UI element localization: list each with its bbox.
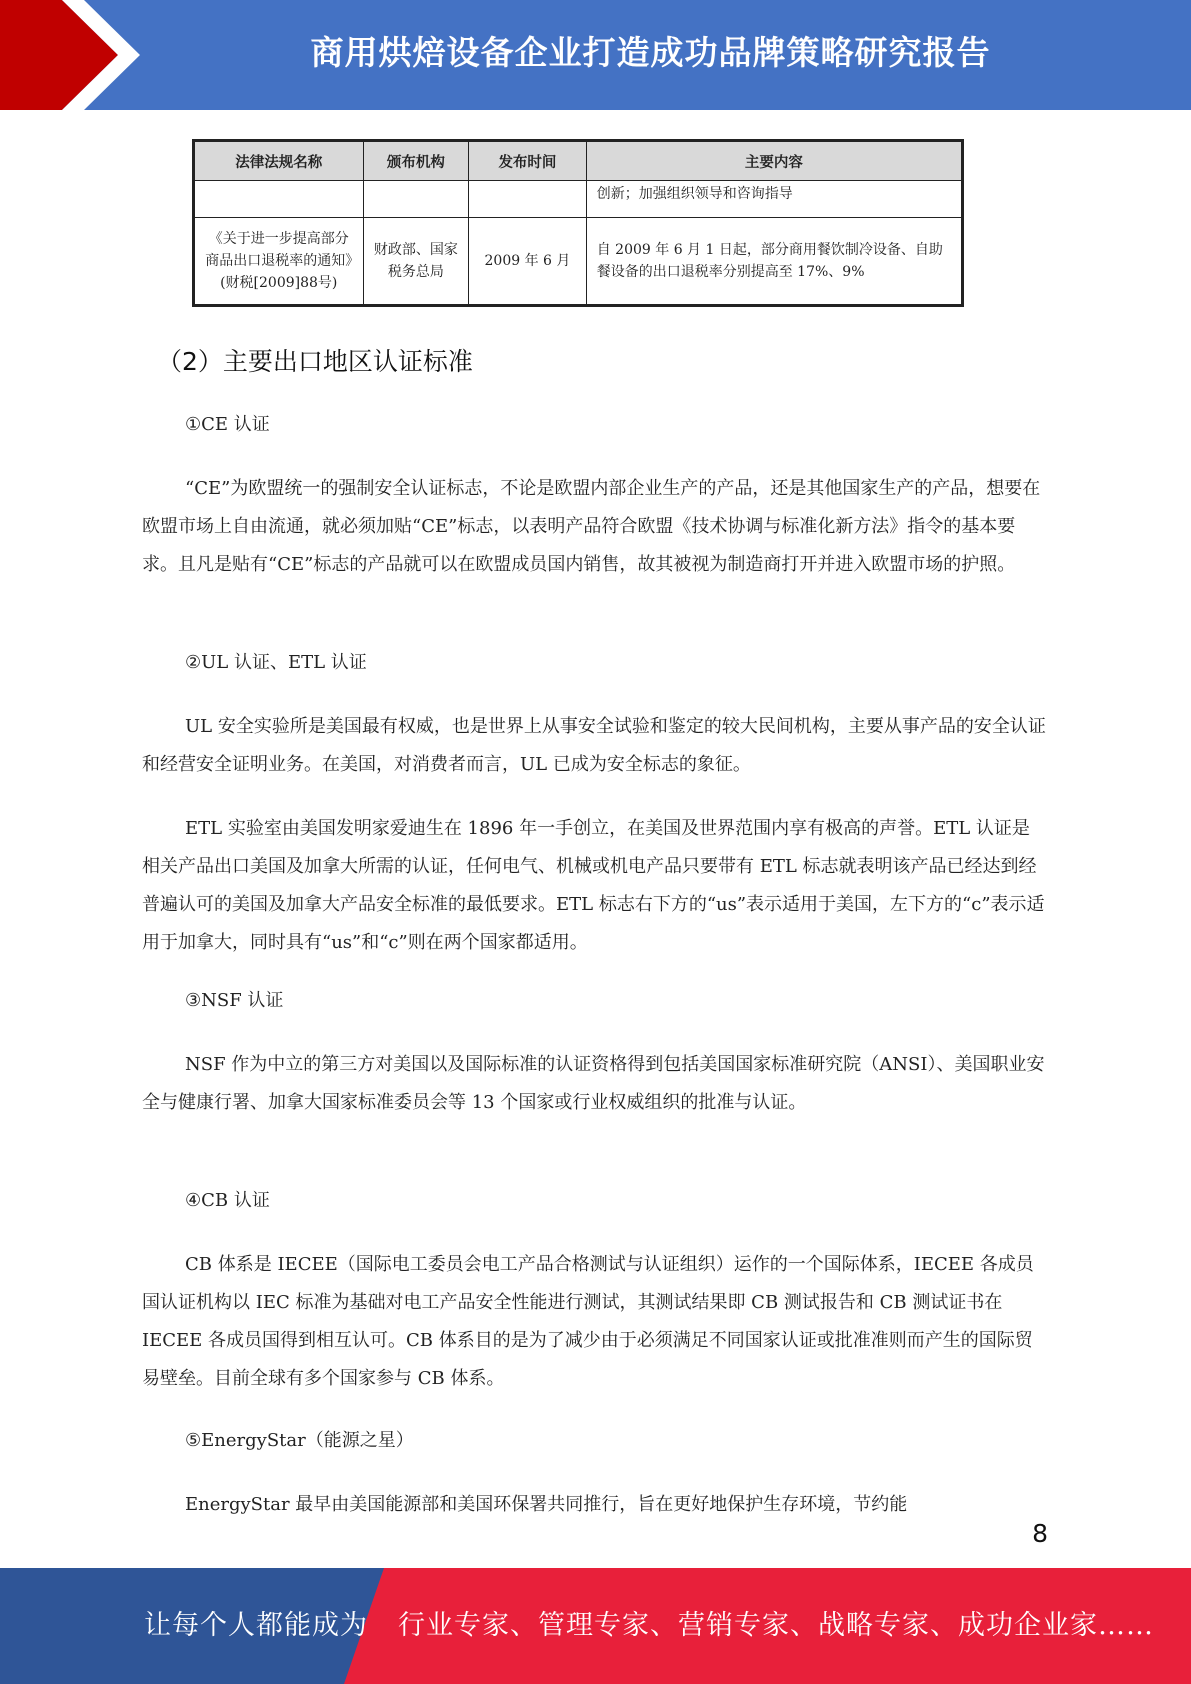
cb-paragraph: CB 体系是 IECEE（国际电工委员会电工产品合格测试与认证组织）运作的一个国际体系，IECEE 各成员国认证机构以 IEC 标准为基础对电工产品安全性能进行测试，其测试结果即 CB 测试报告和 CB 测试证书在 IECEE 各成员国得到相互认可。CB 体系目的是为了减少由于必须满足不同国家认证或批准准则而产生的国际贸易壁垒。目前全球有多个国家参与 CB 体系。: [142, 1254, 1034, 1389]
page-footer: [0, 1568, 1191, 1684]
ul-paragraph-block: [142, 708, 1047, 784]
col-header-content: 主要内容: [586, 141, 962, 181]
etl-paragraph: ETL 实验室由美国发明家爱迪生在 1896 年一手创立，在美国及世界范围内享有极高的声誉。ETL 认证是相关产品出口美国及加拿大所需的认证，任何电气、机械或机电产品只要带有 ETL 标志就表明该产品已经达到经普遍认可的美国及加拿大产品安全标准的最低要求。ETL 标志右下方的“us”表示适用于美国，左下方的“c”表示适用于加拿大，同时具有“us”和“c”则在两个国家都适用。: [142, 818, 1045, 953]
cell-name: [194, 181, 364, 218]
ce-heading: ①CE 认证: [185, 414, 270, 435]
page-header: [0, 0, 1191, 110]
energystar-paragraph-block: [142, 1486, 1047, 1524]
nsf-paragraph: NSF 作为中立的第三方对美国以及国际标准的认证资格得到包括美国国家标准研究院（ANSI）、美国职业安全与健康行署、加拿大国家标准委员会等 13 个国家或行业权威组织的批准与认证。: [142, 1054, 1045, 1113]
header-title: 商用烘焙设备企业打造成功品牌策略研究报告: [310, 33, 991, 72]
cb-paragraph-block: [142, 1246, 1047, 1398]
nsf-paragraph-block: [142, 1046, 1047, 1122]
ce-paragraph-block: [142, 470, 1047, 584]
footer-slogan-right: 行业专家、管理专家、营销专家、战略专家、成功企业家……: [398, 1610, 1154, 1641]
law-table: [192, 139, 964, 307]
col-header-agency: 颁布机构: [363, 141, 469, 181]
law-table-container: [192, 139, 964, 307]
col-header-date: 发布时间: [469, 141, 587, 181]
cell-date: 2009 年 6 月: [469, 218, 587, 306]
table-row: [194, 181, 963, 218]
cell-content: 创新；加强组织领导和咨询指导: [586, 181, 962, 218]
cell-content: 自 2009 年 6 月 1 日起，部分商用餐饮制冷设备、自助餐设备的出口退税率分别提高至 17%、9%: [586, 218, 962, 306]
col-header-name: 法律法规名称: [194, 141, 364, 181]
section-title: （2）主要出口地区认证标准: [157, 347, 473, 376]
energystar-paragraph: EnergyStar 最早由美国能源部和美国环保署共同推行，旨在更好地保护生存环境，节约能: [185, 1494, 908, 1515]
cell-agency: 财政部、国家税务总局: [363, 218, 469, 306]
cb-heading: ④CB 认证: [185, 1190, 270, 1211]
table-header-row: [194, 141, 963, 181]
energystar-heading: ⑤EnergyStar（能源之星）: [185, 1430, 414, 1451]
table-row: [194, 218, 963, 306]
ul-paragraph: UL 安全实验所是美国最有权威，也是世界上从事安全试验和鉴定的较大民间机构，主要从事产品的安全认证和经营安全证明业务。在美国，对消费者而言，UL 已成为安全标志的象征。: [142, 716, 1046, 775]
cell-date: [469, 181, 587, 218]
cell-name: 《关于进一步提高部分商品出口退税率的通知》(财税[2009]88号): [194, 218, 364, 306]
header-chevron-decoration: [0, 0, 150, 110]
page-number: 8: [1032, 1519, 1048, 1548]
footer-slogan-left: 让每个人都能成为: [144, 1610, 368, 1641]
ul-heading: ②UL 认证、ETL 认证: [185, 652, 367, 673]
cell-agency: [363, 181, 469, 218]
ce-paragraph: “CE”为欧盟统一的强制安全认证标志，不论是欧盟内部企业生产的产品，还是其他国家生产的产品，想要在欧盟市场上自由流通，就必须加贴“CE”标志，以表明产品符合欧盟《技术协调与标准化新方法》指令的基本要求。且凡是贴有“CE”标志的产品就可以在欧盟成员国内销售，故其被视为制造商打开并进入欧盟市场的护照。: [142, 478, 1041, 575]
nsf-heading: ③NSF 认证: [185, 990, 284, 1011]
etl-paragraph-block: [142, 810, 1047, 962]
